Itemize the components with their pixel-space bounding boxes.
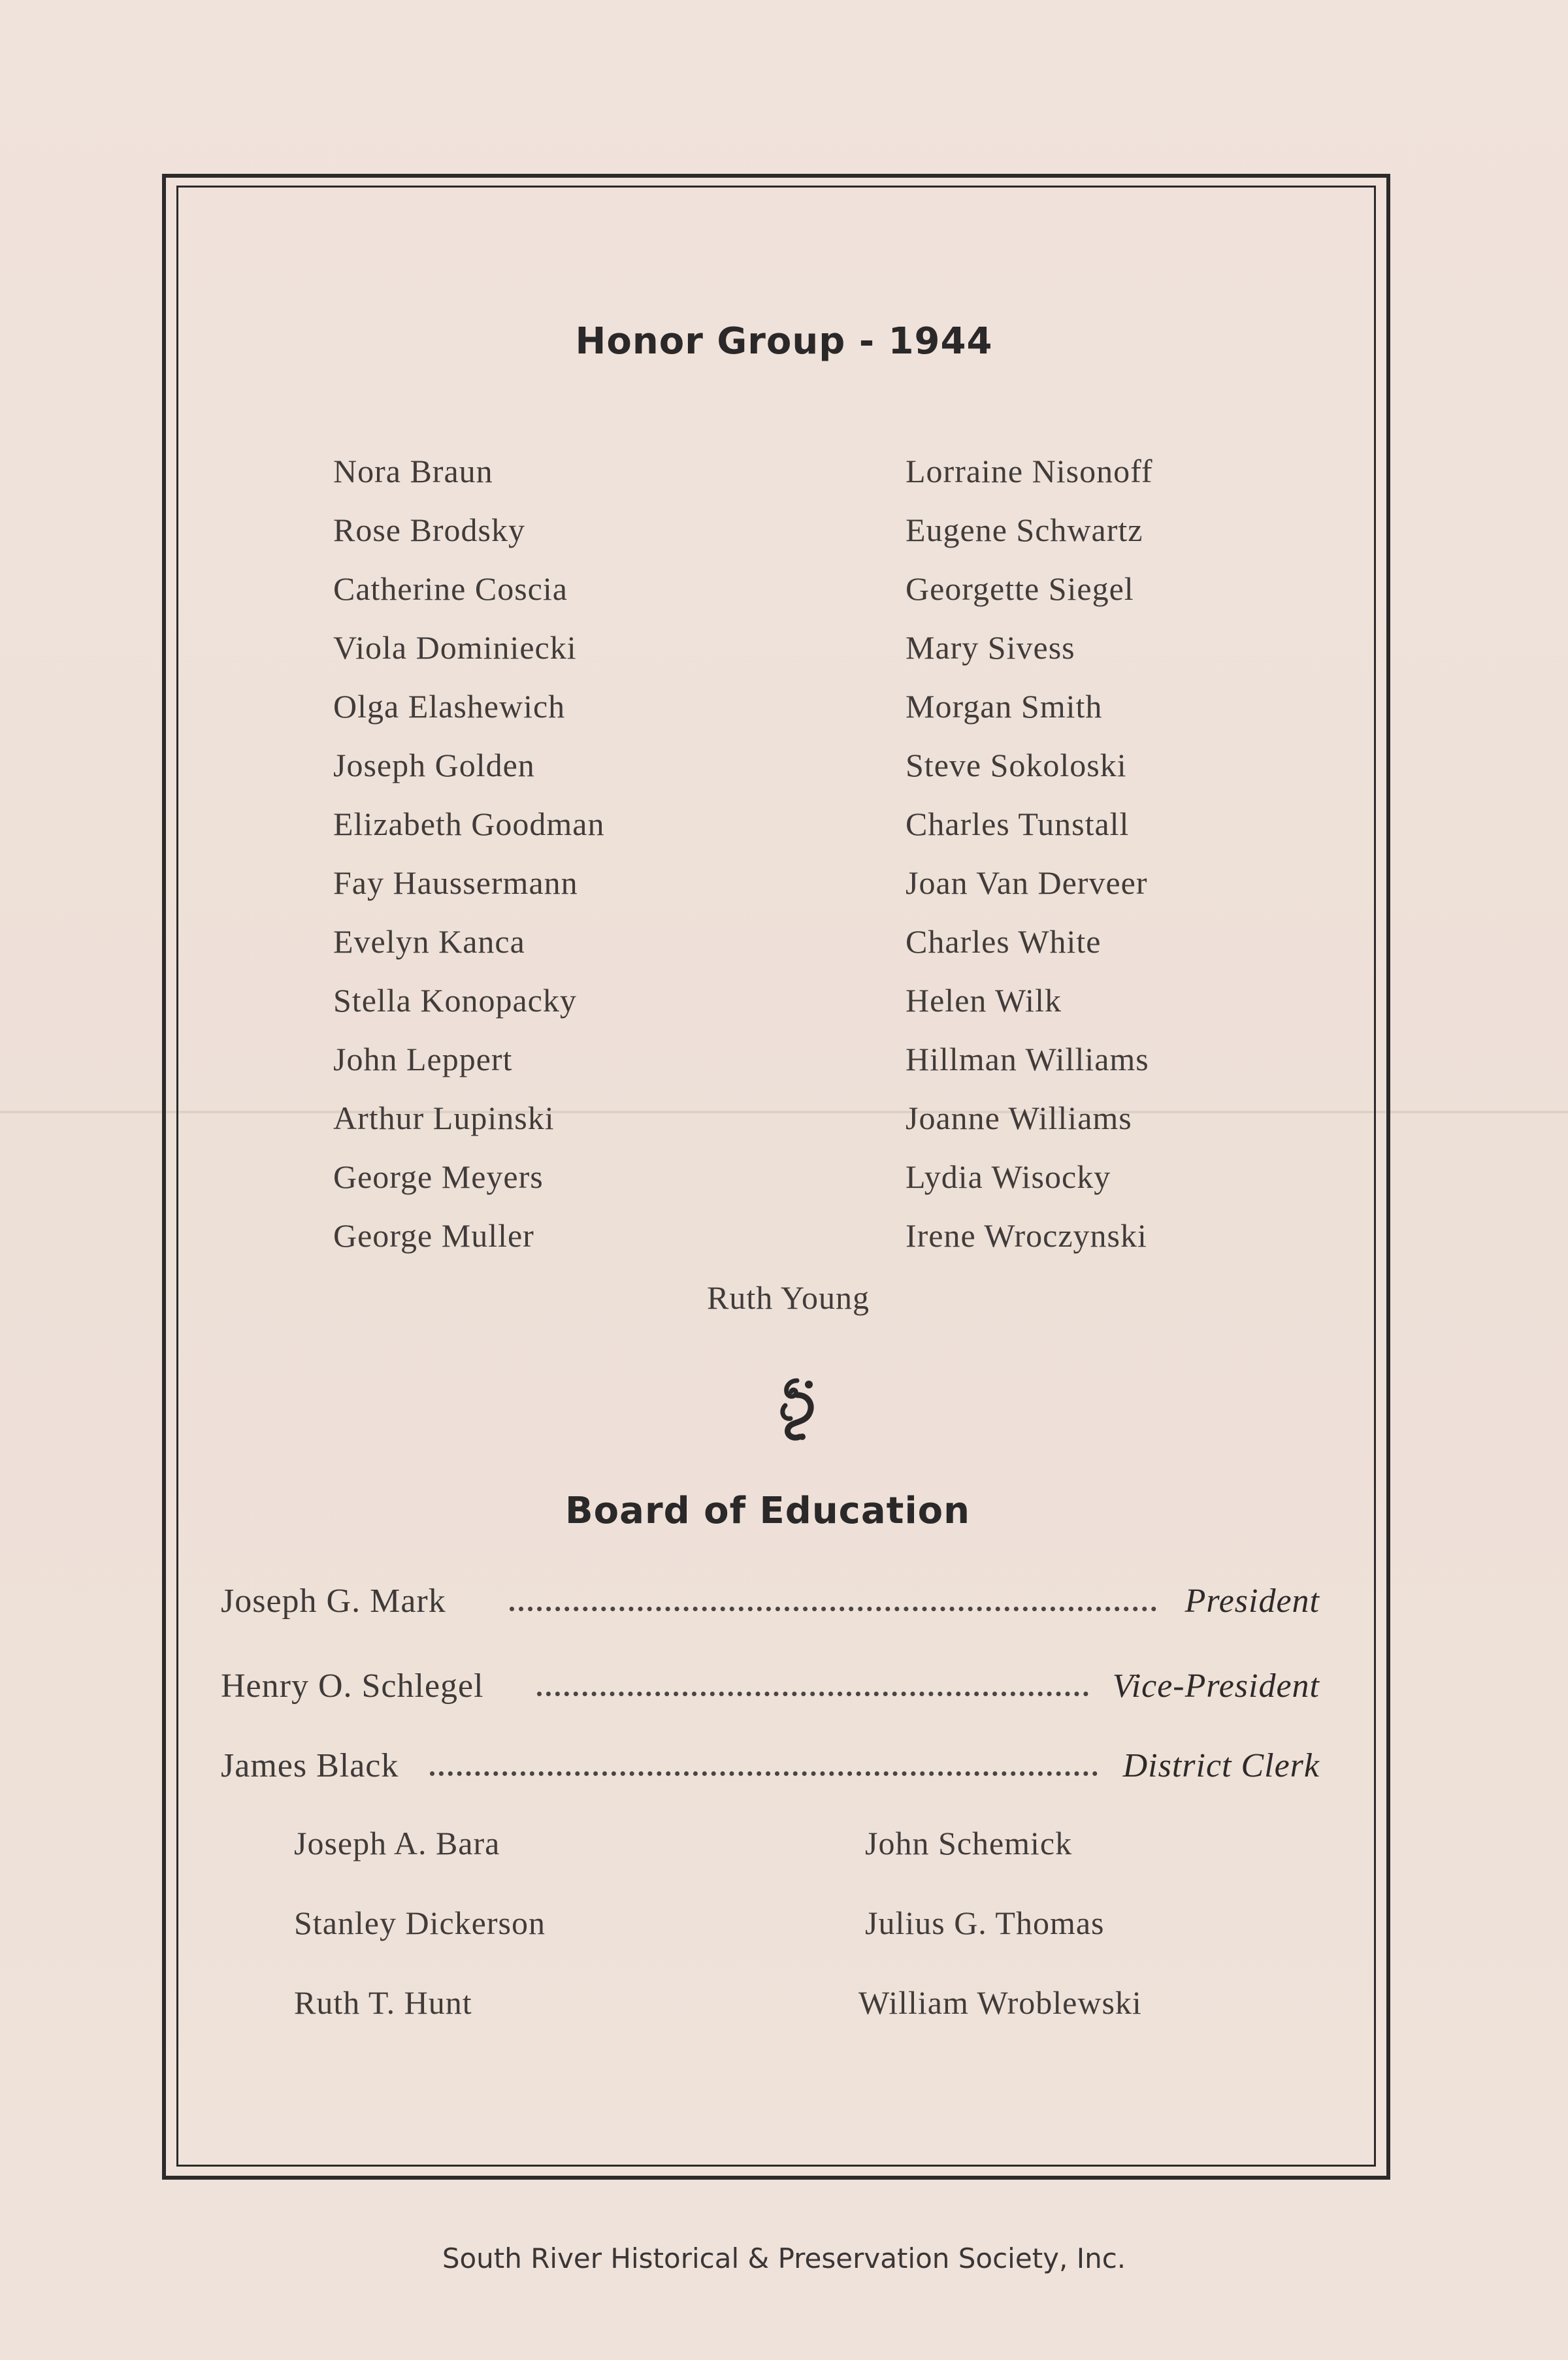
dot-leader (510, 1607, 1156, 1611)
board-member-name: William Wroblewski (858, 1984, 1142, 2021)
honor-name-item: Hillman Williams (906, 1041, 1149, 1077)
honor-name-item: Morgan Smith (906, 688, 1103, 725)
honor-name-item: Mary Sivess (906, 629, 1075, 666)
honor-name-item: Georgette Siegel (906, 570, 1134, 607)
honor-name-item: Joanne Williams (906, 1100, 1132, 1136)
footer-credit: South River Historical & Preservation Society, Inc. (442, 2242, 1126, 2274)
honor-group-heading: Honor Group - 1944 (575, 320, 993, 363)
honor-name-item: Steve Sokoloski (906, 747, 1127, 783)
honor-name-item: Evelyn Kanca (333, 923, 525, 960)
board-member-name: Stanley Dickerson (294, 1905, 546, 1941)
honor-name-item: Joseph Golden (333, 747, 535, 783)
officer-name: James Black (221, 1747, 399, 1784)
honor-name-item: Joan Van Derveer (906, 864, 1148, 901)
board-member-name: Julius G. Thomas (865, 1905, 1105, 1941)
board-member-name: John Schemick (865, 1825, 1073, 1861)
officer-title: President (1184, 1582, 1320, 1620)
officer-title: District Clerk (1122, 1747, 1320, 1784)
honor-name-item: Rose Brodsky (333, 512, 525, 548)
honor-name-item: Helen Wilk (906, 982, 1062, 1019)
honor-final-name: Ruth Young (707, 1279, 870, 1316)
honor-name-item: Viola Dominiecki (333, 629, 577, 666)
honor-name-item: Nora Braun (333, 453, 493, 489)
honor-name-item: Stella Konopacky (333, 982, 577, 1019)
honor-name-item: Olga Elashewich (333, 688, 566, 725)
board-member-name: Joseph A. Bara (294, 1825, 500, 1861)
officer-name: Henry O. Schlegel (221, 1667, 484, 1705)
honor-name-item: Elizabeth Goodman (333, 806, 605, 842)
dot-leader (537, 1692, 1088, 1696)
honor-name-item: Lorraine Nisonoff (906, 453, 1153, 489)
dot-leader (430, 1771, 1098, 1776)
officer-title: Vice-President (1112, 1667, 1320, 1705)
officer-row-vice-president (221, 1660, 1320, 1705)
honor-name-item: Fay Haussermann (333, 864, 578, 901)
honor-name-item: Lydia Wisocky (906, 1158, 1111, 1195)
honor-name-item: Catherine Coscia (333, 570, 568, 607)
honor-name-item: John Leppert (333, 1041, 513, 1077)
officer-name: Joseph G. Mark (221, 1582, 446, 1620)
officer-row-district-clerk (221, 1739, 1320, 1785)
board-member-name: Ruth T. Hunt (294, 1984, 472, 2021)
honor-name-item: George Muller (333, 1217, 534, 1254)
officer-row-president (221, 1575, 1320, 1620)
honor-name-item: Eugene Schwartz (906, 512, 1143, 548)
honor-name-item: Arthur Lupinski (333, 1100, 555, 1136)
board-of-education-heading: Board of Education (565, 1490, 970, 1532)
honor-name-item: George Meyers (333, 1158, 544, 1195)
honor-name-item: Charles White (906, 923, 1102, 960)
honor-name-item: Irene Wroczynski (906, 1217, 1147, 1254)
honor-name-item: Charles Tunstall (906, 806, 1130, 842)
fleuron-ornament-icon (771, 1375, 823, 1441)
